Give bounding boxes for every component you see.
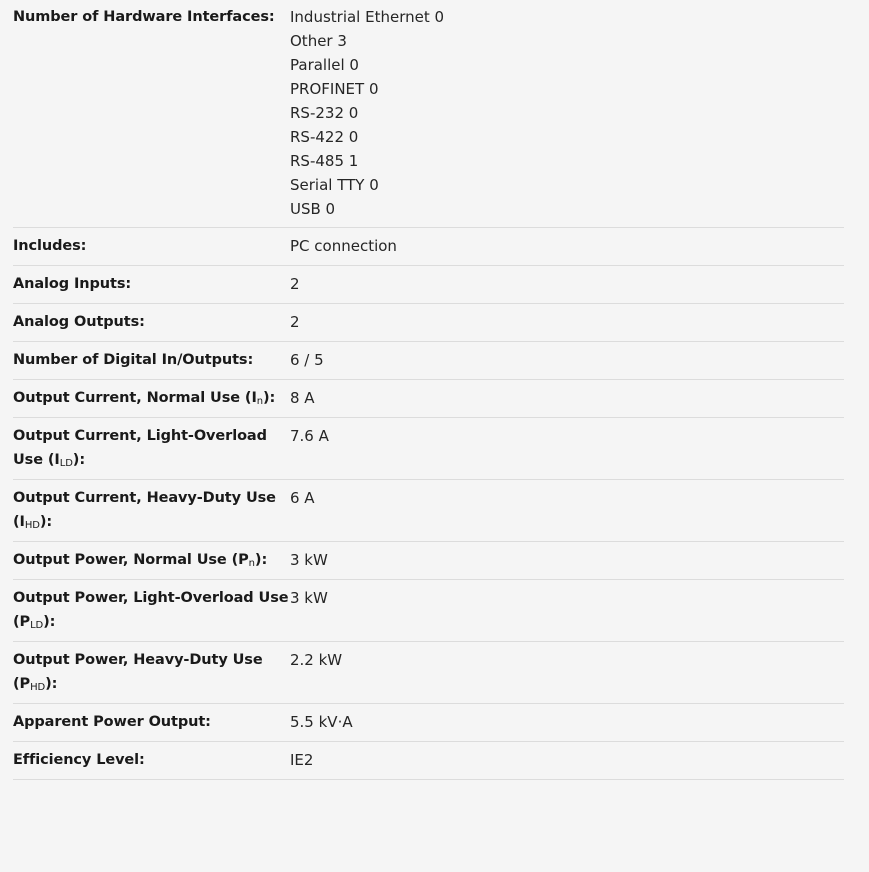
interface-item: PROFINET 0 [290, 80, 379, 98]
label-text: Output Current, Light-Overload Use (I [13, 428, 267, 468]
label-subscript: LD [59, 458, 73, 469]
spec-row-efficiency [13, 742, 844, 780]
label-text: Output Current, Normal Use (I [13, 390, 257, 406]
spec-value: 2.2 kW [290, 651, 343, 669]
spec-value: IE2 [290, 751, 314, 769]
spec-row-analog-outputs [13, 304, 844, 342]
label-text: ): [39, 514, 53, 530]
label-text: ): [45, 676, 58, 692]
spec-row-includes [13, 228, 844, 266]
label-subscript: HD [30, 682, 46, 693]
spec-value: 2 [290, 313, 300, 331]
label-text: Output Power, Light-Overload Use (P [13, 590, 289, 630]
spec-label: Analog Inputs: [13, 276, 132, 292]
label-text: ): [254, 552, 268, 568]
spec-label [13, 486, 290, 534]
spec-value: 2 [290, 275, 300, 293]
label-text: ): [43, 614, 56, 630]
spec-row-power-light [13, 580, 844, 642]
label-text: ): [72, 452, 86, 468]
label-subscript: n [248, 558, 255, 569]
interface-item: RS-232 0 [290, 104, 359, 122]
spec-row-power-normal [13, 542, 844, 580]
spec-row-current-light [13, 418, 844, 480]
spec-label [13, 648, 290, 696]
spec-value: 8 A [290, 389, 315, 407]
label-text: ): [263, 390, 276, 406]
interface-item: Other 3 [290, 32, 347, 50]
spec-label [13, 424, 290, 472]
interface-item: USB 0 [290, 200, 336, 218]
spec-label: Number of Hardware Interfaces: [13, 9, 275, 25]
spec-value: 3 kW [290, 589, 328, 607]
label-text: Output Current, Heavy-Duty Use (I [13, 490, 276, 530]
label-subscript: HD [24, 520, 40, 531]
interface-item: RS-422 0 [290, 128, 359, 146]
spec-value: 5.5 kV·A [290, 713, 353, 731]
interface-item: Serial TTY 0 [290, 176, 379, 194]
spec-value: 6 A [290, 489, 315, 507]
label-text: Output Power, Normal Use (P [13, 552, 249, 568]
spec-value: 7.6 A [290, 427, 329, 445]
spec-label [13, 586, 290, 634]
spec-label: Apparent Power Output: [13, 714, 211, 730]
spec-value: PC connection [290, 237, 397, 255]
spec-label [13, 548, 290, 572]
spec-label: Number of Digital In/Outputs: [13, 352, 254, 368]
spec-row-current-normal [13, 380, 844, 418]
spec-value-list [290, 5, 844, 221]
spec-row-apparent-power [13, 704, 844, 742]
spec-row-analog-inputs [13, 266, 844, 304]
spec-row-digital-io [13, 342, 844, 380]
interface-item: Industrial Ethernet 0 [290, 8, 445, 26]
spec-value: 6 / 5 [290, 351, 324, 369]
interface-item: Parallel 0 [290, 56, 359, 74]
label-text: Output Power, Heavy-Duty Use (P [13, 652, 263, 692]
interface-item: RS-485 1 [290, 152, 359, 170]
spec-label [13, 386, 290, 410]
spec-row-power-heavy [13, 642, 844, 704]
spec-value: 3 kW [290, 551, 328, 569]
label-subscript: n [256, 396, 263, 407]
spec-label: Efficiency Level: [13, 752, 145, 768]
spec-label: Includes: [13, 238, 87, 254]
spec-label: Analog Outputs: [13, 314, 145, 330]
label-subscript: LD [30, 620, 44, 631]
spec-row-hardware-interfaces [13, 0, 844, 228]
spec-table [13, 0, 844, 780]
spec-row-current-heavy [13, 480, 844, 542]
